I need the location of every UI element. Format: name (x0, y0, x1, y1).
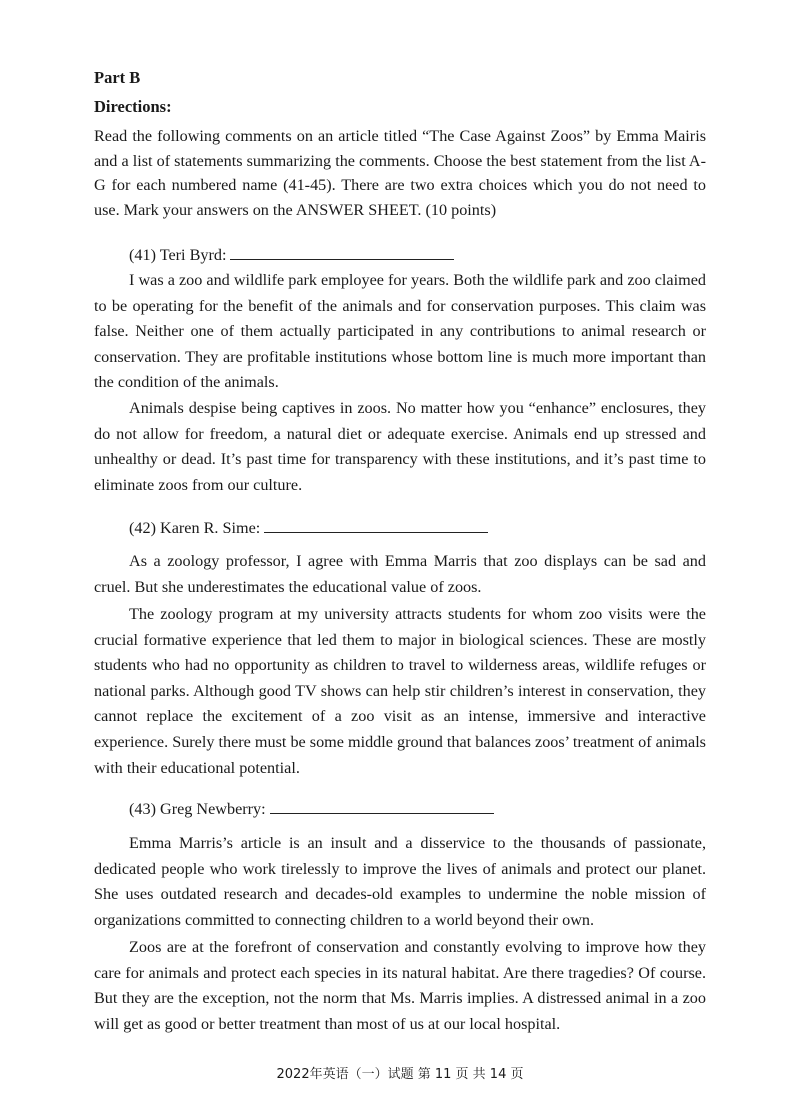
directions-text: Read the following comments on an article titled “The Case Against Zoos” by Emma Mairis and a list of statements summarizing the comments. Choose the best statement from the list A-G for each numbered name (41-45). There are two extra choices which you do not need to use. Mark your answers on the ANSWER SHEET. (10 points) (94, 127, 706, 219)
section-title: Part B (94, 68, 141, 87)
comment-41-label: (41) Teri Byrd: (129, 246, 227, 264)
comment-43-paragraph-1: Emma Marris’s article is an insult and a disservice to the thousands of passionate, dedicated people who work tirelessly to improve the lives of animals and protect our planet. She uses outdated research and decades-old examples to undermine the noble mission of organizations committed to connecting children to a world beyond their own. (94, 834, 706, 929)
answer-blank-42[interactable] (264, 516, 488, 533)
comment-42-paragraph-2: The zoology program at my university attracts students for whom zoo visits were the crucial formative experience that led them to major in biological sciences. These are mostly students who had no opportunity as children to travel to wilderness areas, wildlife refuges or national parks. Although good TV shows can help stir children’s interest in conservation, they cannot replace the excitement of a zoo visit as an intense, immersive and interactive experience. Surely there must be some middle ground that balances zoos’ treatment of animals with their educational potential. (94, 605, 706, 777)
answer-blank-43[interactable] (270, 797, 494, 814)
comment-43-paragraph-2: Zoos are at the forefront of conservation and constantly evolving to improve how they care for animals and protect each species in its natural habitat. Are there tragedies? Of course. But they are the exception, not the norm that Ms. Marris implies. A distressed animal in a zoo will get as good or better treatment than most of us at our local hospital. (94, 938, 706, 1033)
comment-41-heading (129, 243, 454, 265)
comment-43-label: (43) Greg Newberry: (129, 800, 266, 818)
page-footer: 2022年英语（一）试题 第 11 页 共 14 页 (276, 1067, 524, 1082)
answer-blank-41[interactable] (230, 243, 454, 260)
comment-43-heading (129, 797, 494, 819)
comment-42-heading (129, 516, 488, 538)
comment-41-paragraph-2: Animals despise being captives in zoos. No matter how you “enhance” enclosures, they do not allow for freedom, a natural diet or adequate exercise. Animals end up stressed and unhealthy or dead. It’s past time for transparency with these institutions, and it’s past time to eliminate zoos from our culture. (94, 399, 706, 494)
comment-42-paragraph-1: As a zoology professor, I agree with Emma Marris that zoo displays can be sad and cruel. But she underestimates the educational value of zoos. (94, 552, 706, 596)
comment-42-label: (42) Karen R. Sime: (129, 519, 261, 537)
comment-41-paragraph-1: I was a zoo and wildlife park employee for years. Both the wildlife park and zoo claimed to be operating for the benefit of the animals and for conservation purposes. This claim was false. Neither one of them actually participated in any contributions to animal research or conservation. They are profitable institutions whose bottom line is much more important than the condition of the animals. (94, 271, 706, 392)
directions-label: Directions: (94, 97, 172, 116)
